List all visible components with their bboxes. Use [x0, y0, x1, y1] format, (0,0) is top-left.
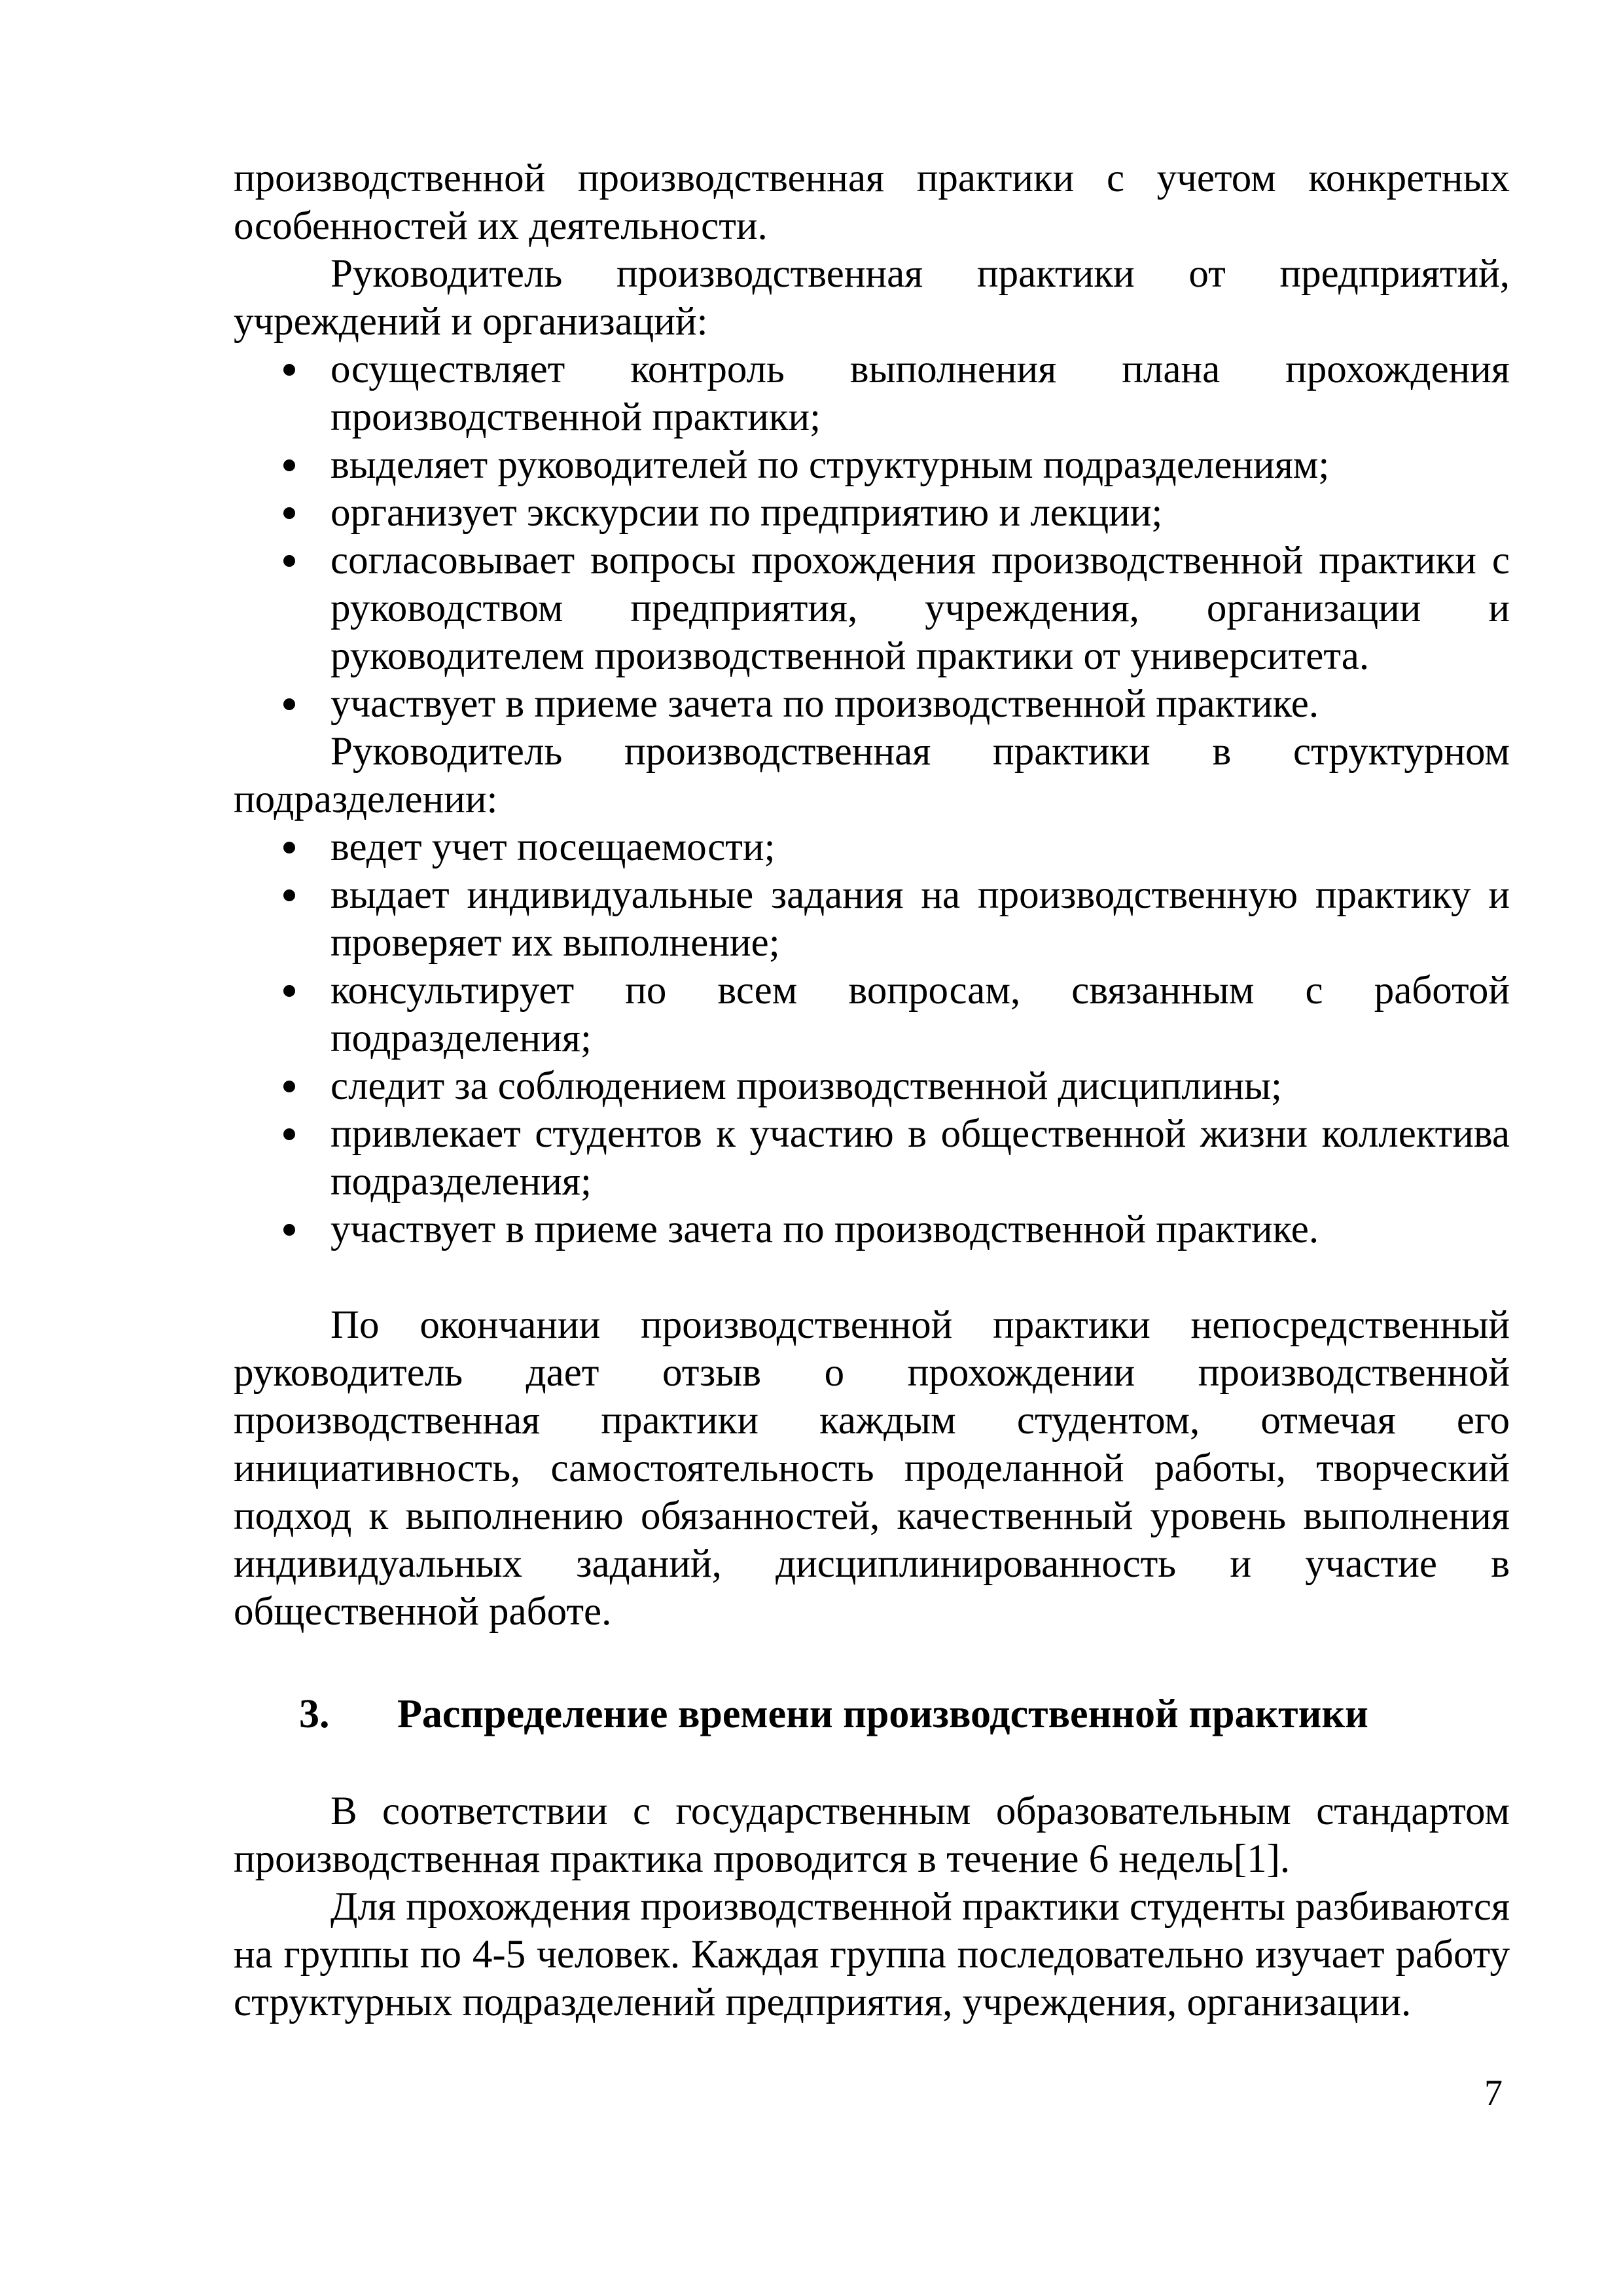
bullet-icon: [283, 1128, 295, 1140]
enterprise-supervisor-lead: Руководитель производственная практики от предприятий, учреждений и организаций:: [234, 252, 1510, 344]
list-item: согласовывает вопросы прохождения производственной практики с руководством предприятия, учреждения, организации и руководителем производственной практики от университета.: [234, 537, 1510, 680]
intro-paragraph: производственной производственная практики с учетом конкретных особенностей их деятельности.: [234, 156, 1510, 248]
unit-supervisor-lead: Руководитель производственная практики в структурном подразделении:: [234, 730, 1510, 821]
list-item: консультирует по всем вопросам, связанным с работой подразделения;: [234, 967, 1510, 1062]
list-item: организует экскурсии по предприятию и лекции;: [234, 489, 1510, 537]
feedback-paragraph: По окончании производственной практики непосредственный руководитель дает отзыв о прохождении производственной производственная практики каждым студентом, отмечая его инициативность, самостоятельность проделанной работы, творческий подход к выполнению обязанностей, качественный уровень выполнения индивидуальных заданий, дисциплинированность и участие в общественной работе.: [234, 1303, 1510, 1634]
bullet-icon: [283, 889, 295, 901]
list-item: участвует в приеме зачета по производственной практике.: [234, 680, 1510, 728]
unit-supervisor-duties-list: [234, 823, 1510, 1253]
bullet-icon: [283, 698, 295, 710]
bullet-icon: [283, 364, 295, 376]
section-paragraph: Для прохождения производственной практики студенты разбиваются на группы по 4-5 человек. Каждая группа последовательно изучает работу структурных подразделений предприятия, учреждения, организации.: [234, 1885, 1510, 2024]
bullet-icon: [283, 1224, 295, 1236]
list-item: привлекает студентов к участию в общественной жизни коллектива подразделения;: [234, 1110, 1510, 1206]
list-item: следит за соблюдением производственной дисциплины;: [234, 1062, 1510, 1110]
bullet-icon: [283, 1081, 295, 1092]
list-item: осуществляет контроль выполнения плана прохождения производственной практики;: [234, 346, 1510, 441]
enterprise-supervisor-duties-list: [234, 346, 1510, 728]
list-item: ведет учет посещаемости;: [234, 823, 1510, 871]
list-item: участвует в приеме зачета по производственной практике.: [234, 1206, 1510, 1253]
list-item: выдает индивидуальные задания на производственную практику и проверяет их выполнение;: [234, 871, 1510, 967]
bullet-icon: [283, 459, 295, 471]
bullet-icon: [283, 507, 295, 519]
document-page: [234, 154, 1510, 2026]
bullet-icon: [283, 555, 295, 567]
list-item: выделяет руководителей по структурным подразделениям;: [234, 441, 1510, 489]
section-heading: [234, 1689, 1510, 1739]
section-title: Распределение времени производственной практики: [397, 1692, 1368, 1736]
page-number: 7: [1484, 2073, 1503, 2113]
section-paragraph: В соответствии с государственным образовательным стандартом производственная практика проводится в течение 6 недель[1].: [234, 1789, 1510, 1881]
bullet-icon: [283, 842, 295, 853]
bullet-icon: [283, 985, 295, 997]
section-number: 3.: [299, 1692, 330, 1736]
